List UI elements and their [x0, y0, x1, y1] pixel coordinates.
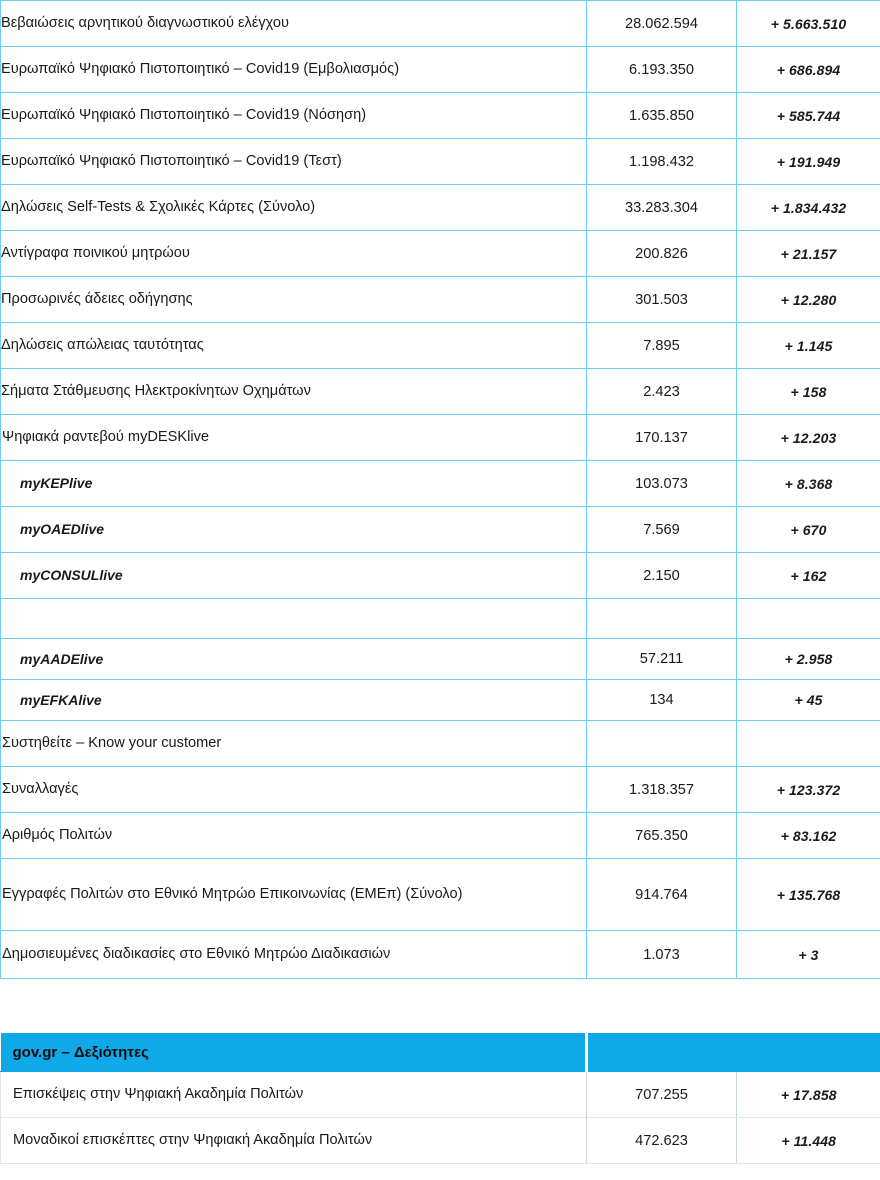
row-value: 2.150: [587, 553, 737, 599]
row-label: Ευρωπαϊκό Ψηφιακό Πιστοποιητικό – Covid19 (Τεστ): [1, 139, 587, 185]
skills-table-rows: [1, 1072, 880, 1164]
table-row: [1, 599, 880, 639]
table-row: [1, 415, 880, 461]
row-delta: + 585.744: [737, 93, 880, 139]
row-label: Δηλώσεις Self-Tests & Σχολικές Κάρτες (Σύνολο): [1, 185, 587, 231]
row-value: 765.350: [587, 813, 737, 859]
row-delta: + 191.949: [737, 139, 880, 185]
table-row: [1, 47, 880, 93]
skills-table-header-title: gov.gr – Δεξιότητες: [1, 1034, 587, 1072]
row-label: Προσωρινές άδειες οδήγησης: [1, 277, 587, 323]
row-value: 57.211: [587, 639, 737, 680]
row-value: 914.764: [587, 859, 737, 931]
row-value: 1.635.850: [587, 93, 737, 139]
row-label: myAADElive: [1, 639, 587, 680]
table-row: [1, 1072, 880, 1118]
skills-table-header-row: [1, 1034, 880, 1072]
row-label: Σήματα Στάθμευσης Ηλεκτροκίνητων Οχημάτων: [1, 369, 587, 415]
row-label: Ευρωπαϊκό Ψηφιακό Πιστοποιητικό – Covid19 (Εμβολιασμός): [1, 47, 587, 93]
table-row: [1, 1, 880, 47]
table-row: [1, 680, 880, 721]
row-value: 1.073: [587, 931, 737, 979]
row-delta: + 123.372: [737, 767, 880, 813]
row-value: 7.895: [587, 323, 737, 369]
table-row: [1, 767, 880, 813]
table-row: [1, 507, 880, 553]
row-label: myCONSULlive: [1, 553, 587, 599]
table-row: [1, 185, 880, 231]
table-row: [1, 931, 880, 979]
row-label: Ευρωπαϊκό Ψηφιακό Πιστοποιητικό – Covid19 (Νόσηση): [1, 93, 587, 139]
row-label: Δηλώσεις απώλειας ταυτότητας: [1, 323, 587, 369]
table-row: [1, 93, 880, 139]
row-delta: [737, 599, 880, 639]
row-value: 33.283.304: [587, 185, 737, 231]
row-delta: + 1.834.432: [737, 185, 880, 231]
row-value: 301.503: [587, 277, 737, 323]
row-delta: + 162: [737, 553, 880, 599]
skills-table-body: [1, 1034, 880, 1072]
table-row: [1, 139, 880, 185]
row-delta: + 11.448: [737, 1118, 880, 1164]
row-delta: + 83.162: [737, 813, 880, 859]
row-label: Δημοσιευμένες διαδικασίες στο Εθνικό Μητρώο Διαδικασιών: [1, 931, 587, 979]
table-row: [1, 859, 880, 931]
row-label: [1, 599, 587, 639]
row-value: 28.062.594: [587, 1, 737, 47]
skills-statistics-table: [0, 1033, 880, 1164]
row-label: Συστηθείτε – Know your customer: [1, 721, 587, 767]
table-row: [1, 639, 880, 680]
row-value: 6.193.350: [587, 47, 737, 93]
row-delta: + 686.894: [737, 47, 880, 93]
row-delta: + 45: [737, 680, 880, 721]
row-delta: + 2.958: [737, 639, 880, 680]
row-value: 170.137: [587, 415, 737, 461]
row-label: Μοναδικοί επισκέπτες στην Ψηφιακή Ακαδημία Πολιτών: [1, 1118, 587, 1164]
table-row: [1, 1118, 880, 1164]
row-delta: + 12.203: [737, 415, 880, 461]
row-value: 7.569: [587, 507, 737, 553]
row-label: Εγγραφές Πολιτών στο Εθνικό Μητρώο Επικοινωνίας (ΕΜΕπ) (Σύνολο): [1, 859, 587, 931]
row-delta: + 21.157: [737, 231, 880, 277]
table-row: [1, 553, 880, 599]
row-delta: + 8.368: [737, 461, 880, 507]
row-label: Αριθμός Πολιτών: [1, 813, 587, 859]
row-delta: + 1.145: [737, 323, 880, 369]
row-value: [587, 721, 737, 767]
row-label: Βεβαιώσεις αρνητικού διαγνωστικού ελέγχου: [1, 1, 587, 47]
skills-table-header-delta-blank: [737, 1034, 880, 1072]
row-label: Ψηφιακά ραντεβού myDESKlive: [1, 415, 587, 461]
row-value: 1.198.432: [587, 139, 737, 185]
row-label: myKEPlive: [1, 461, 587, 507]
row-value: 472.623: [587, 1118, 737, 1164]
row-value: 1.318.357: [587, 767, 737, 813]
row-label: Επισκέψεις στην Ψηφιακή Ακαδημία Πολιτών: [1, 1072, 587, 1118]
row-delta: + 158: [737, 369, 880, 415]
row-delta: + 17.858: [737, 1072, 880, 1118]
row-value: 2.423: [587, 369, 737, 415]
row-delta: [737, 721, 880, 767]
skills-table-header-value-blank: [587, 1034, 737, 1072]
main-table-body: [1, 1, 880, 979]
row-delta: + 12.280: [737, 277, 880, 323]
row-delta: + 3: [737, 931, 880, 979]
table-row: [1, 461, 880, 507]
row-value: 103.073: [587, 461, 737, 507]
row-label: Αντίγραφα ποινικού μητρώου: [1, 231, 587, 277]
table-row: [1, 323, 880, 369]
row-label: myOAEDlive: [1, 507, 587, 553]
row-value: [587, 599, 737, 639]
table-separator-gap: [0, 1003, 880, 1033]
table-row: [1, 813, 880, 859]
table-row: [1, 721, 880, 767]
row-delta: + 135.768: [737, 859, 880, 931]
table-row: [1, 369, 880, 415]
row-label: Συναλλαγές: [1, 767, 587, 813]
row-delta: + 5.663.510: [737, 1, 880, 47]
row-value: 134: [587, 680, 737, 721]
row-delta: + 670: [737, 507, 880, 553]
row-label: myEFKAlive: [1, 680, 587, 721]
table-row: [1, 231, 880, 277]
table-row: [1, 277, 880, 323]
row-value: 200.826: [587, 231, 737, 277]
row-value: 707.255: [587, 1072, 737, 1118]
